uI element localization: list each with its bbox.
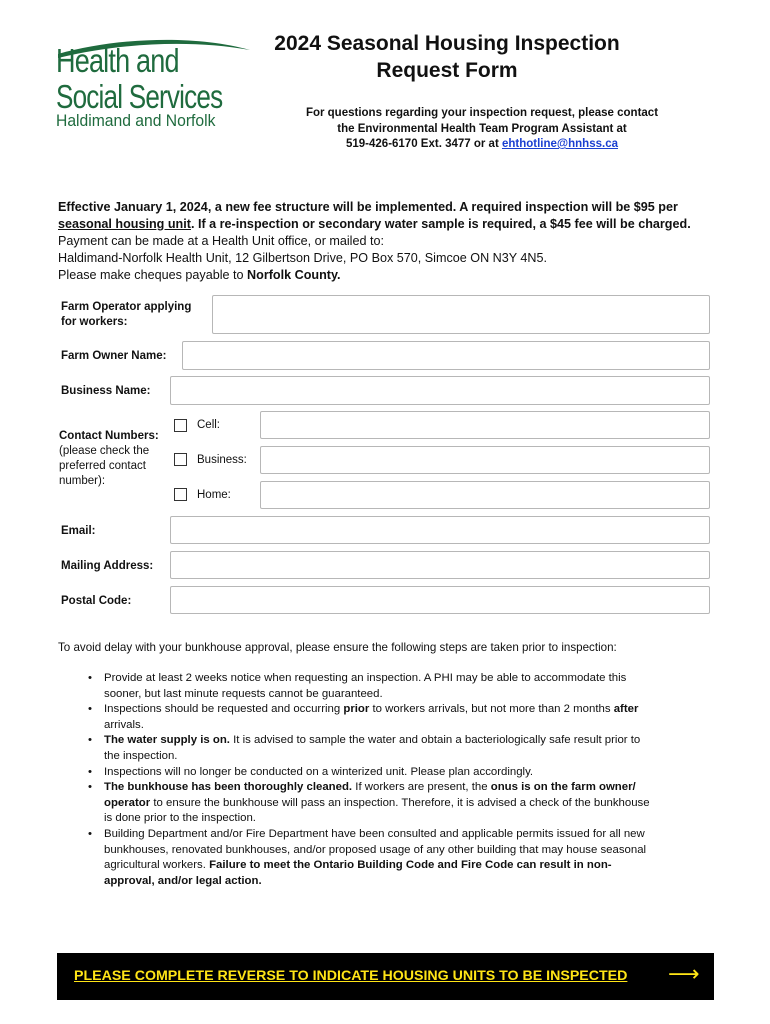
home-input[interactable] — [260, 481, 710, 509]
bullet-6-line-1: Building Department and/or Fire Department have been consulted and applicable permits issued for all new — [104, 827, 645, 840]
bullet-5-line-3: is done prior to the inspection. — [104, 812, 256, 825]
list-item — [88, 733, 710, 764]
contact-numbers-note-2: preferred contact — [59, 460, 146, 472]
bullet-3-text: It is advised to sample the water and obtain a bacteriologically safe result prior to — [229, 734, 641, 747]
bullet-3-bold: The water supply is on. — [104, 734, 230, 747]
business-phone-input[interactable] — [260, 446, 710, 474]
reverse-side-banner — [57, 953, 714, 1000]
mailing-address-label: Mailing Address: — [61, 560, 154, 572]
business-phone-label: Business: — [197, 454, 247, 466]
contact-numbers-note-3: number): — [59, 475, 106, 487]
email-input[interactable] — [170, 516, 710, 544]
bullet-6-line-4: approval, and/or legal action. — [104, 874, 262, 887]
farm-operator-label — [61, 300, 191, 330]
bullet-5-onus: onus is on the farm owner/ — [490, 781, 636, 794]
farm-owner-label: Farm Owner Name: — [61, 350, 167, 362]
bullet-2-text-c: to workers arrivals, but not more than 2 months — [369, 703, 614, 716]
bullet-1-line-2: sooner, but last minute requests cannot be guaranteed. — [104, 687, 383, 700]
instructions-lead: To avoid delay with your bunkhouse approval, please ensure the following steps are taken prior to inspection: — [58, 641, 617, 654]
postal-code-input[interactable] — [170, 586, 710, 614]
home-label: Home: — [197, 489, 231, 501]
farm-operator-input[interactable] — [212, 295, 710, 334]
form-title — [240, 30, 654, 84]
list-item — [88, 827, 710, 889]
cheque-text: Please make cheques payable to — [58, 268, 248, 282]
farm-operator-label-line1: Farm Operator applying — [61, 301, 192, 313]
logo-line-region: Haldimand and Norfolk — [56, 112, 216, 130]
farm-operator-label-line2: for workers: — [61, 316, 128, 328]
bullet-2-after: after — [613, 703, 639, 716]
postal-code-label: Postal Code: — [61, 595, 132, 607]
farm-owner-input[interactable] — [182, 341, 710, 370]
list-item — [88, 702, 710, 733]
mailing-address-input[interactable] — [170, 551, 710, 579]
cheque-payee: Norfolk County. — [247, 268, 341, 282]
contact-email-link[interactable]: ehthotline@hnhss.ca — [501, 138, 618, 150]
email-label: Email: — [61, 525, 96, 537]
bullet-5-line-2: to ensure the bunkhouse will pass an inspection. Therefore, it is advised a check of the bunkhouse — [150, 796, 650, 809]
bullet-3-line-2: the inspection. — [104, 749, 178, 762]
bullet-4-text: Inspections will no longer be conducted on a winterized unit. Please plan accordingly. — [104, 765, 534, 778]
contact-phone: 519-426-6170 Ext. 3477 or at — [345, 138, 502, 150]
bullet-5-bold: The bunkhouse has been thoroughly cleaned. — [104, 781, 353, 794]
mailing-address-text: Haldimand-Norfolk Health Unit, 12 Gilbertson Drive, PO Box 570, Simcoe ON N3Y 4N5. — [58, 251, 548, 265]
logo-line-health: Health and — [56, 42, 179, 79]
bullet-2-line-2: arrivals. — [104, 718, 144, 731]
form-title-line1: 2024 Seasonal Housing Inspection — [274, 32, 620, 55]
logo-line-social: Social Services — [56, 78, 223, 115]
list-item — [88, 671, 710, 702]
contact-line3 — [270, 137, 694, 153]
payment-text: Payment can be made at a Health Unit office, or mailed to: — [58, 234, 384, 248]
cell-input[interactable] — [260, 411, 710, 439]
organization-logo — [54, 34, 254, 129]
bullet-6-line-3a: agricultural workers. — [104, 859, 210, 872]
fee-notice — [58, 199, 713, 284]
cell-checkbox[interactable] — [174, 419, 187, 432]
business-name-input[interactable] — [170, 376, 710, 405]
fee-notice-unit: seasonal housing unit — [58, 217, 191, 231]
form-title-line2: Request Form — [376, 59, 518, 82]
bullet-6-line-3b: Failure to meet the Ontario Building Code and Fire Code can result in non- — [209, 859, 612, 872]
fee-notice-bold-2: . If a re-inspection or secondary water sample is required, a $45 fee will be charged. — [190, 217, 691, 231]
bullet-2-text-a: Inspections should be requested and occurring — [104, 703, 344, 716]
banner-text: PLEASE COMPLETE REVERSE TO INDICATE HOUSING UNITS TO BE INSPECTED — [74, 968, 628, 984]
bullet-1-line-1: Provide at least 2 weeks notice when requesting an inspection. A PHI may be able to accommodate this — [104, 672, 627, 684]
bullet-5-text: If workers are present, the — [352, 781, 491, 794]
fee-notice-bold-1: Effective January 1, 2024, a new fee structure will be implemented. A required inspection will be $95 per — [58, 200, 678, 214]
cell-label: Cell: — [197, 419, 221, 431]
bullet-5-operator: operator — [104, 796, 151, 809]
instructions-list — [88, 671, 710, 889]
home-checkbox[interactable] — [174, 488, 187, 501]
list-item — [88, 780, 710, 827]
business-phone-checkbox[interactable] — [174, 453, 187, 466]
bullet-2-prior: prior — [343, 703, 370, 716]
contact-numbers-note-1: (please check the — [59, 445, 150, 457]
business-name-label: Business Name: — [61, 385, 151, 397]
list-item — [88, 765, 710, 781]
contact-line2: the Environmental Health Team Program Assistant at — [337, 122, 627, 135]
arrow-right-icon: ⟶ — [668, 961, 700, 986]
contact-line1: For questions regarding your inspection request, please contact — [305, 107, 659, 119]
bullet-6-line-2: bunkhouses, renovated bunkhouses, and/or proposed usage of any other building that may house seasonal — [104, 843, 647, 856]
contact-numbers-label: Contact Numbers: — [59, 430, 159, 442]
contact-info — [270, 106, 694, 153]
